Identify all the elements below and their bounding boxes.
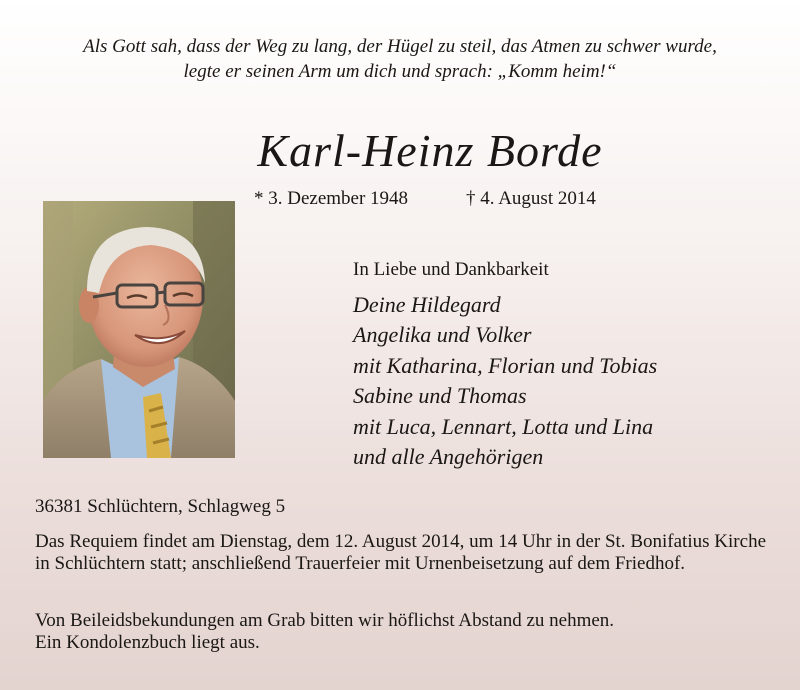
mourners-list (353, 290, 657, 472)
mourner-entry: Deine Hildegard (353, 292, 501, 317)
mourner-entry: mit Katharina, Florian und Tobias (353, 352, 658, 378)
mourner-entry: Sabine und Thomas (353, 383, 527, 409)
birth-date: * 3. Dezember 1948 (254, 188, 409, 209)
mourner-entry: Angelika und Volker (353, 322, 532, 348)
requiem-notice: Das Requiem findet am Dienstag, dem 12. August 2014, um 14 Uhr in der St. Bonifatius Kirche in Schlüchtern statt; anschließend Trauerfeier mit Urnenbeisetzung auf dem Friedhof. (35, 531, 766, 574)
mourner-entry: und alle Angehörigen (353, 444, 544, 470)
death-date: † 4. August 2014 (466, 188, 596, 209)
mourner-entry: mit Luca, Lennart, Lotta und Lina (353, 413, 654, 439)
thanks-line: In Liebe und Dankbarkeit (353, 259, 549, 280)
memorial-quote (0, 34, 800, 84)
condolence-line-1: Von Beileidsbekundungen am Grab bitten wir höflichst Abstand zu nehmen. (35, 610, 615, 631)
family-address: 36381 Schlüchtern, Schlagweg 5 (35, 496, 286, 517)
deceased-name: Karl-Heinz Borde (257, 125, 603, 176)
quote-line-2: legte er seinen Arm um dich und sprach: „Komm heim!“ (183, 61, 617, 82)
quote-line-1: Als Gott sah, dass der Weg zu lang, der Hügel zu steil, das Atmen zu schwer wurde, (83, 36, 717, 57)
condolence-notice (35, 610, 766, 654)
portrait-photo (43, 201, 235, 458)
condolence-line-2: Ein Kondolenzbuch liegt aus. (35, 632, 260, 653)
